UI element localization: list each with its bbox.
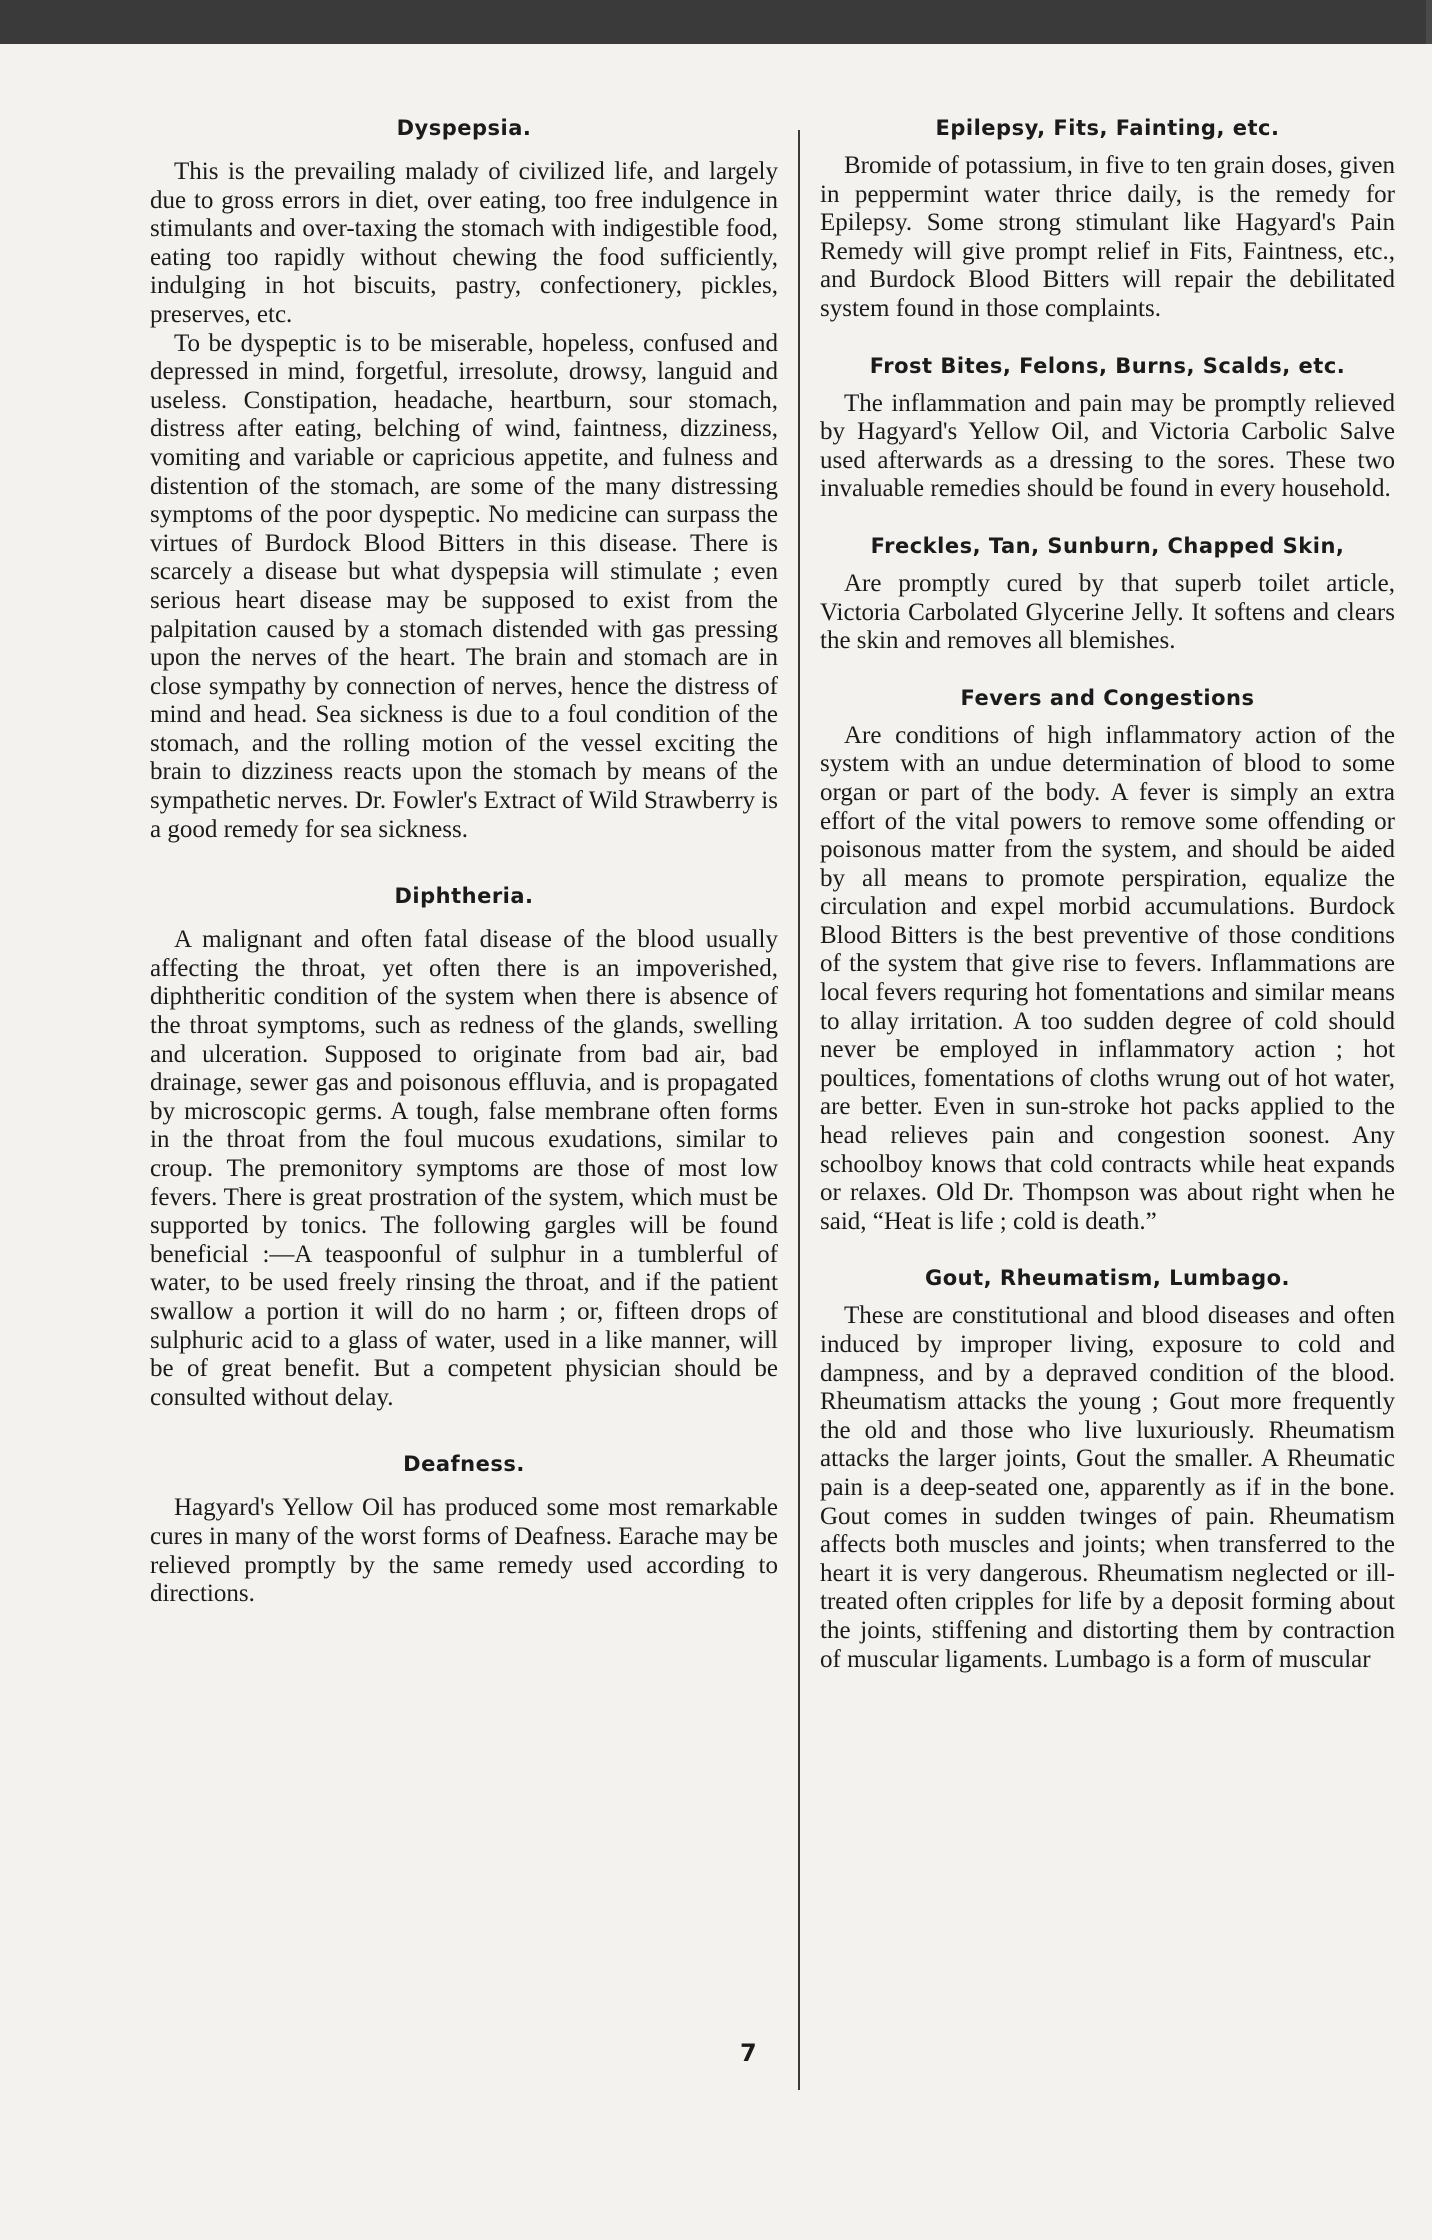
section-freckles xyxy=(820,534,1395,656)
paragraph: These are constitutional and blood diseases and often induced by improper living, exposure to cold and dampness, and by a depraved condition of the blood. Rheumatism attacks the young ; Gout more frequently the old and those who live luxuriously. Rheumatism attacks the larger joints, Gout the smaller. A Rheumatic pain is a deep-seated one, apparently as if in the bone. Gout comes in sudden twinges of pain. Rheumatism affects both muscles and joints; when transferred to the heart it is very dangerous. Rheumatism neglected or ill-treated often cripples for life by a deposit forming about the joints, stiffening and distorting them by contraction of muscular ligaments. Lumbago is a form of muscular xyxy=(820,1302,1395,1673)
left-column xyxy=(150,116,778,1609)
paragraph: The inflammation and pain may be promptly relieved by Hagyard's Yellow Oil, and Victoria Carbolic Salve used afterwards as a dressing to the sores. These two invaluable remedies should be found in every household. xyxy=(820,389,1395,503)
section-heading: Freckles, Tan, Sunburn, Chapped Skin, xyxy=(870,533,1345,558)
right-column xyxy=(820,116,1395,1674)
section-heading: Epilepsy, Fits, Fainting, etc. xyxy=(935,116,1280,140)
section-dyspepsia xyxy=(150,116,778,844)
section-deafness xyxy=(150,1452,778,1608)
paragraph: To be dyspeptic is to be miserable, hopeless, confused and depressed in mind, forgetful, irresolute, drowsy, languid and useless. Constipation, headache, heartburn, sour stomach, distress after eating, belching of wind, faintness, dizziness, vomiting and variable or capricious appetite, and fulness and distention of the stomach, are some of the many distressing symptoms of the poor dyspeptic. No medicine can surpass the virtues of Burdock Blood Bitters in this disease. There is scarcely a disease but what dyspepsia will stimulate ; even serious heart disease may be supposed to exist from the palpitation caused by a stomach distended with gas pressing upon the nerves of the heart. The brain and stomach are in close sympathy by connection of nerves, hence the distress of mind and head. Sea sickness is due to a foul condition of the stomach, and the rolling motion of the vessel exciting the brain to dizziness reacts upon the stomach by means of the sympathetic nerves. Dr. Fowler's Extract of Wild Strawberry is a good remedy for sea sickness. xyxy=(150,329,778,843)
section-epilepsy xyxy=(820,116,1395,324)
paragraph: Are promptly cured by that superb toilet article, Victoria Carbolated Glycerine Jelly. It softens and clears the skin and removes all blemishes. xyxy=(820,569,1395,655)
section-fevers xyxy=(820,686,1395,1237)
section-frost-bites xyxy=(820,354,1395,504)
section-gout xyxy=(820,1266,1395,1674)
section-diphtheria xyxy=(150,884,778,1412)
section-heading: Gout, Rheumatism, Lumbago. xyxy=(924,1266,1291,1291)
document-page xyxy=(0,44,1432,2240)
page-number: 7 xyxy=(740,2039,757,2067)
paragraph: Hagyard's Yellow Oil has produced some most remarkable cures in many of the worst forms of Deafness. Earache may be relieved promptly by the same remedy used according to directions. xyxy=(150,1494,778,1608)
paragraph: Are conditions of high inflammatory action of the system with an undue determination of blood to some organ or part of the body. A fever is simply an extra effort of the vital powers to remove some offending or poisonous matter from the system, and should be aided by all means to promote perspiration, equalize the circulation and expel morbid accumulations. Burdock Blood Bitters is the best preventive of those conditions of the system that give rise to fevers. Inflammations are local fevers requring hot fomentations and similar means to allay irritation. A too sudden degree of cold should never be employed in inflammatory action ; hot poultices, fomentations of cloths wrung out of hot water, are better. Even in sun-stroke hot packs applied to the head relieves pain and congestion soonest. Any schoolboy knows that cold contracts while heat expands or relaxes. Old Dr. Thompson was about right when he said, “Heat is life ; cold is death.” xyxy=(820,721,1395,1235)
section-heading: Deafness. xyxy=(403,1452,525,1477)
section-heading: Frost Bites, Felons, Burns, Scalds, etc. xyxy=(869,353,1346,378)
section-heading: Dyspepsia. xyxy=(396,116,532,140)
column-divider xyxy=(798,130,800,2090)
paragraph: This is the prevailing malady of civilized life, and largely due to gross errors in diet, over eating, too free indulgence in stimulants and over-taxing the stomach with indigestible food, eating too rapidly without chewing the food sufficiently, indulging in hot biscuits, pastry, confectionery, pickles, preserves, etc. xyxy=(150,158,778,328)
section-heading: Diphtheria. xyxy=(394,884,534,909)
section-heading: Fevers and Congestions xyxy=(960,685,1255,710)
scanner-top-edge xyxy=(0,0,1432,48)
paragraph: A malignant and often fatal disease of the blood usually affecting the throat, yet often there is an impoverished, diphtheritic condition of the system when there is absence of the throat symptoms, such as redness of the glands, swelling and ulceration. Supposed to originate from bad air, bad drainage, sewer gas and poisonous effluvia, and is propagated by microscopic germs. A tough, false membrane often forms in the throat from the foul mucous exudations, similar to croup. The premonitory symptoms are those of most low fevers. There is great prostration of the system, which must be supported by tonics. The following gargles will be found beneficial :—A teaspoonful of sulphur in a tumblerful of water, to be used freely rinsing the throat, and if the patient swallow a portion it will do no harm ; or, fifteen drops of sulphuric acid to a glass of water, used in a like manner, will be of great benefit. But a competent physician should be consulted without delay. xyxy=(150,926,778,1411)
paragraph: Bromide of potassium, in five to ten grain doses, given in peppermint water thrice daily, is the remedy for Epilepsy. Some strong stimulant like Hagyard's Pain Remedy will give prompt relief in Fits, Faintness, etc., and Burdock Blood Bitters will repair the debilitated system found in those complaints. xyxy=(820,152,1395,322)
